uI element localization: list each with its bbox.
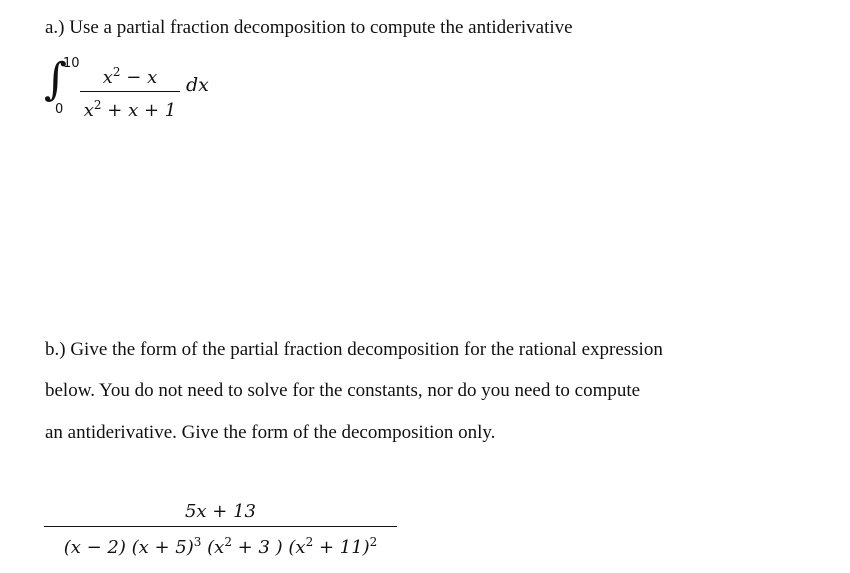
integral-lower-limit: 0: [55, 102, 64, 117]
part-a-prompt: a.) Use a partial fraction decomposition to compute the antiderivative: [45, 17, 573, 38]
rational-numerator: 5x + 13: [184, 501, 257, 522]
part-b-line-3: an antiderivative. Give the form of the decomposition only.: [45, 422, 496, 443]
part-b-line-1: b.) Give the form of the partial fraction decomposition for the rational expression: [45, 339, 663, 360]
integrand-denominator: $x^2 + x + 1$: [83, 98, 177, 121]
part-b-line-2: below. You do not need to solve for the constants, nor do you need to compute: [45, 380, 641, 401]
rational-fraction-bar: [44, 526, 397, 527]
differential: dx: [186, 74, 209, 96]
rational-denominator: (x − 2) $(x + 5)^3$ ($x^2 + 3$ ) $(x^2 + 11)^2$: [63, 535, 378, 558]
integrand-fraction: [80, 60, 180, 122]
fraction-bar: [80, 91, 180, 92]
integral-sign: ∫: [44, 54, 67, 105]
integrand-numerator: $x^2 - x$: [102, 65, 158, 88]
integral-upper-limit: 10: [63, 56, 80, 71]
rational-expression: [44, 500, 397, 559]
